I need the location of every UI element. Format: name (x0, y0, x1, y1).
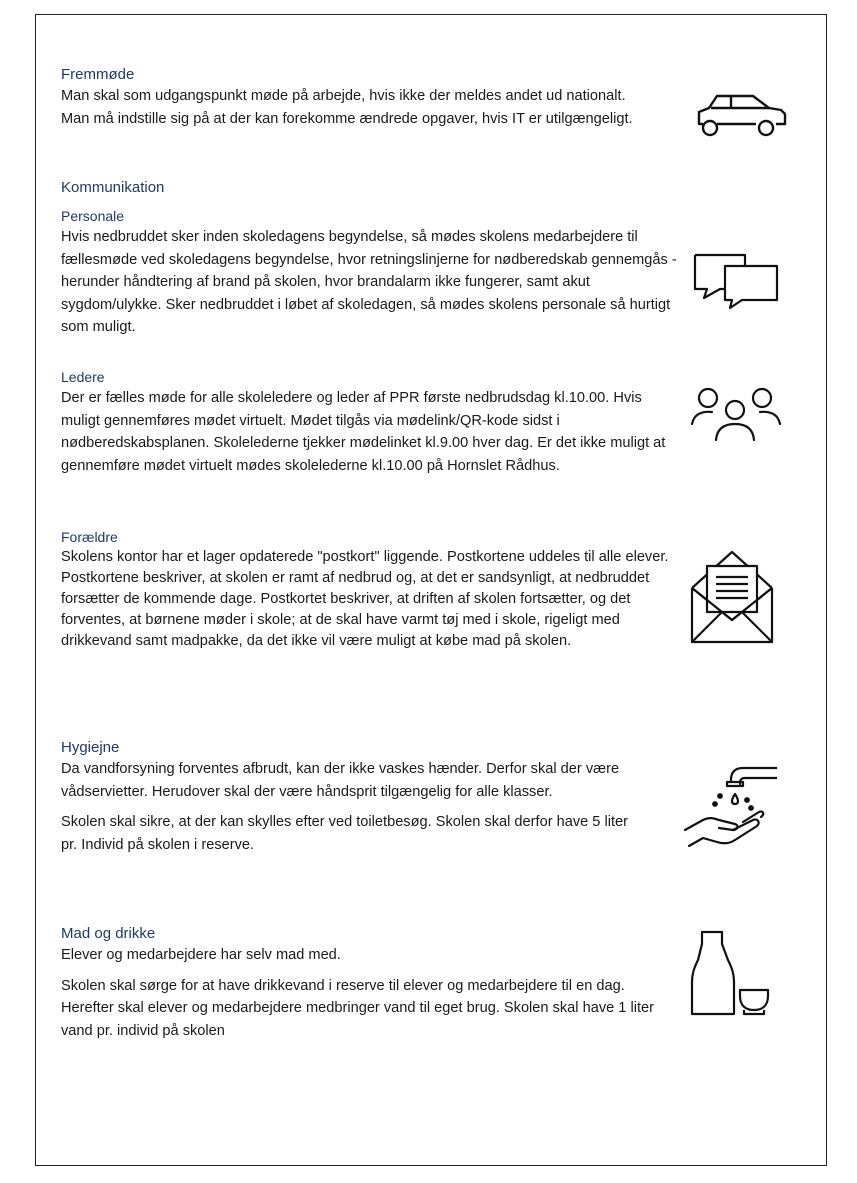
section-text: Skolen skal sørge for at have drikkevand i reserve til elever og medarbejdere til en dag. Herefter skal elever og medarbejdere medbringer vand til eget brug. Skolen skal have 1 liter vand pr. individ på skolen (61, 977, 654, 1039)
subsection-heading: Forældre (61, 529, 118, 545)
section-heading: Kommunikation (61, 179, 165, 196)
open-envelope-icon (690, 550, 774, 644)
bottle-cup-icon (690, 930, 782, 1016)
section-text: Man skal som udgangspunkt møde på arbejde, hvis ikke der meldes andet ud nationalt. Man må indstille sig på at der kan forekomme ændrede opgaver, hvis IT er utilgængeligt. (61, 88, 633, 127)
section-text: Elever og medarbejdere har selv mad med. (61, 947, 341, 963)
subsection-text: Der er fælles møde for alle skoleledere og leder af PPR første nedbrudsdag kl.10.00. Hvis muligt gennemføres mødet virtuelt. Mødet tilgås via mødelink/QR-kode sidst i nødberedskabsplanen. Skolelederne tjekker mødelinket kl.9.00 hver dag. Er det ikke muligt at gennemføre mødet virtuelt mødes skolelederne kl.10.00 på Hornslet Rådhus. (61, 390, 666, 474)
section-heading: Hygiejne (61, 739, 120, 756)
section-text: Skolen skal sikre, at der kan skylles efter ved toiletbesøg. Skolen skal derfor have 5 liter pr. Individ på skolen i reserve. (61, 814, 628, 853)
section-text: Da vandforsyning forventes afbrudt, kan der ikke vaskes hænder. Derfor skal der være vådservietter. Herudover skal der være håndsprit tilgængelig for alle klasser. (61, 761, 620, 800)
subsection-heading: Personale (61, 208, 125, 224)
car-icon (693, 90, 789, 140)
chat-bubbles-icon (692, 252, 780, 310)
subsection-heading: Ledere (61, 369, 105, 385)
section-fremmode (61, 65, 701, 130)
section-hygiejne (61, 738, 701, 856)
people-group-icon (690, 386, 782, 442)
subsection-personale (61, 207, 701, 339)
section-heading: Mad og drikke (61, 925, 156, 942)
section-kommunikation (61, 178, 701, 198)
subsection-text: Skolens kontor har et lager opdaterede "postkort" liggende. Postkortene uddeles til alle elever. Postkortene beskriver, at skolen er ramt af nedbrud og, at det er sandsynligt, at nedbruddet forsætter de kommende dage. Postkortet beskriver, at driften af skolen fortsætter, og det forventes, at børnene møder i skole; at de skal have varmt tøj med i skole, rigeligt med drikkevand samt madpakke, da det ikke vil være muligt at købe mad på skolen. (61, 549, 669, 649)
section-mad-og-drikke (61, 924, 701, 1042)
tap-hand-icon (683, 762, 777, 852)
section-heading: Fremmøde (61, 66, 135, 83)
subsection-text: Hvis nedbruddet sker inden skoledagens begyndelse, så mødes skolens medarbejdere til fællesmøde ved skoledagens begyndelse, hvor retningslinjerne for nødberedskab gennemgås - herunder håndtering af brand på skolen, hvor brandalarm ikke fungerer, samt akut sygdom/ulykke. Sker nedbruddet i løbet af skoledagen, så mødes skolens personale så hurtigt som muligt. (61, 229, 677, 335)
subsection-ledere (61, 368, 701, 477)
subsection-foraeldre (61, 528, 701, 652)
